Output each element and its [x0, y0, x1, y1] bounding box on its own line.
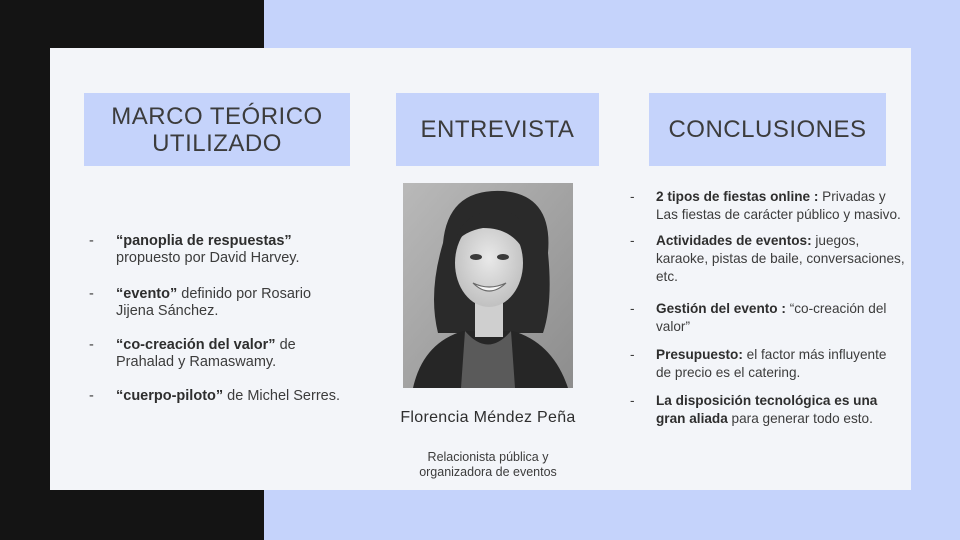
list-item: - Actividades de eventos: juegos, karaoke, pistas de baile, conversaciones, etc. [630, 233, 905, 284]
list-item: - “panoplia de respuestas” propuesto por David Harvey. [89, 233, 300, 266]
list-item: - Gestión del evento : “co-creación del valor” [630, 301, 887, 334]
interviewee-photo [403, 183, 573, 388]
list-item: - Presupuesto: el factor más influyente de precio es el catering. [630, 347, 887, 380]
list-item: - 2 tipos de fiestas online : Privadas y Las fiestas de carácter público y masivo. [630, 189, 901, 222]
interviewee-role: Relacionista pública y organizadora de eventos [419, 450, 557, 479]
list-item: - “evento” definido por Rosario Jijena Sánchez. [89, 286, 312, 319]
list-item: - “co-creación del valor” de Prahalad y Ramaswamy. [89, 337, 296, 370]
header-marco-line2: UTILIZADO [152, 129, 282, 157]
header-marco-line1: MARCO TEÓRICO [111, 102, 323, 130]
conclusions-list [630, 188, 905, 428]
list-item: - La disposición tecnológica es una gran aliada para generar todo esto. [630, 393, 878, 426]
header-entrevista: ENTREVISTA [396, 93, 599, 166]
portrait-image [403, 183, 573, 388]
marco-teorico-list [89, 233, 349, 405]
list-item: - “cuerpo-piloto” de Michel Serres. [89, 388, 340, 404]
header-marco-teorico [84, 93, 350, 166]
header-conclusiones: CONCLUSIONES [649, 93, 886, 166]
interviewee-name: Florencia Méndez Peña [400, 409, 576, 426]
